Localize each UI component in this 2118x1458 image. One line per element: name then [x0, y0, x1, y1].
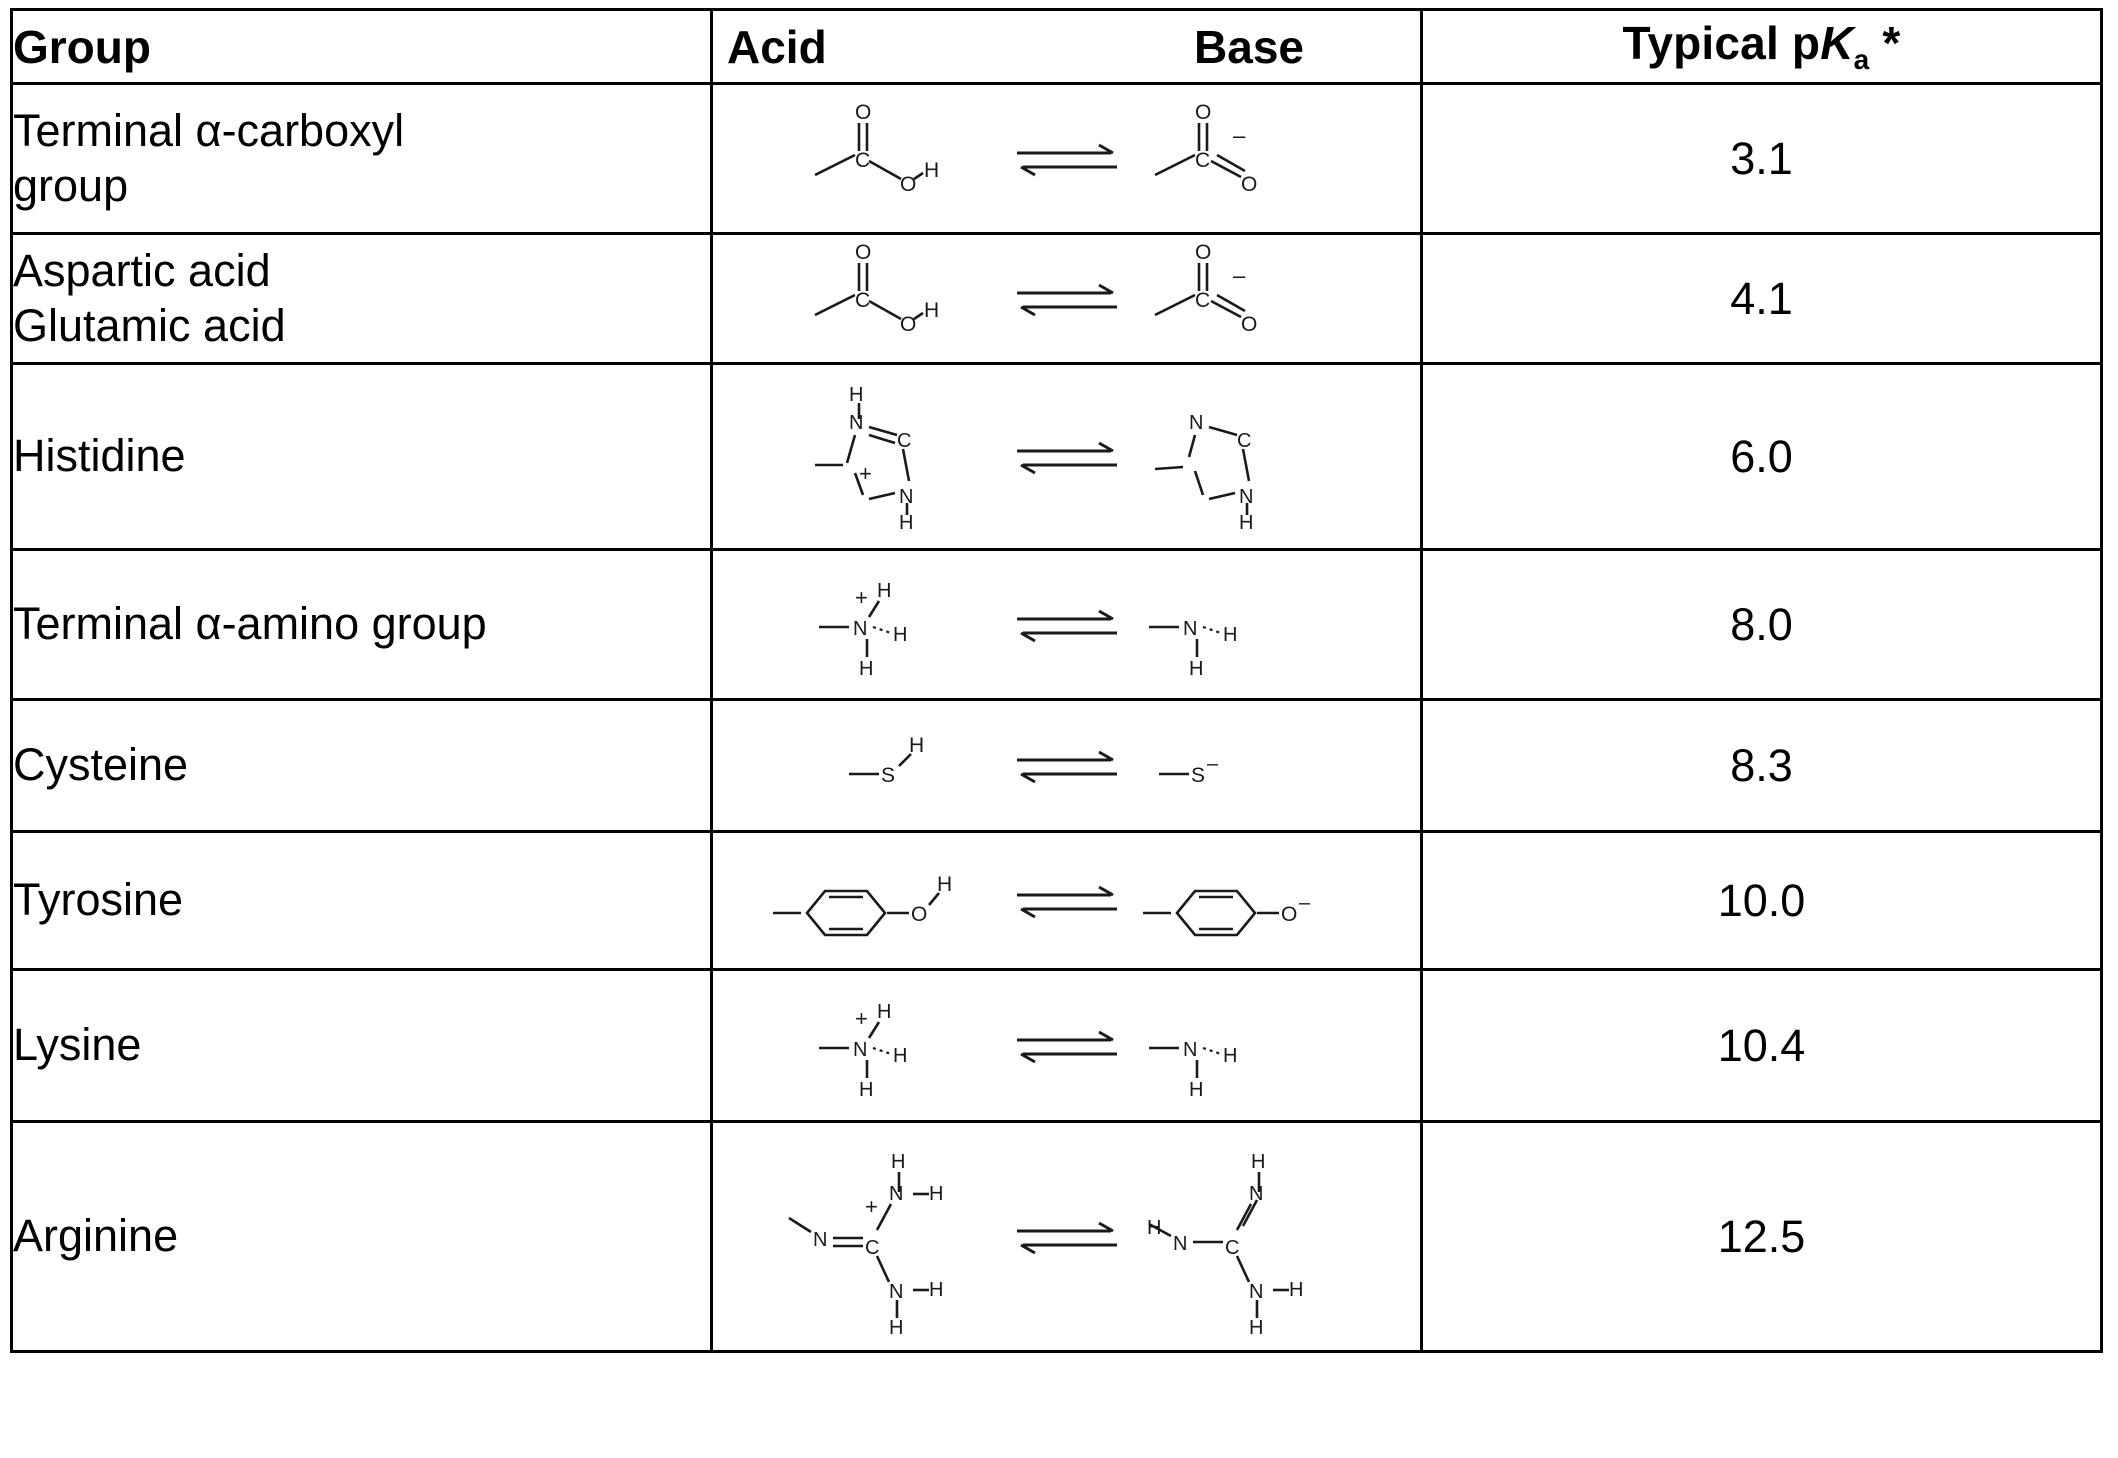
svg-text:N: N — [1248, 1182, 1263, 1205]
svg-text:N: N — [888, 1280, 903, 1303]
svg-text:H: H — [1188, 657, 1203, 680]
svg-text:H: H — [876, 1000, 891, 1023]
group-cell-cysteine — [12, 700, 712, 832]
table-header-row — [12, 10, 2102, 84]
group-label-line1: Histidine — [13, 430, 186, 482]
svg-text:H: H — [890, 1150, 905, 1173]
guanidine-structure-icon — [1137, 1132, 1357, 1342]
group-label-line1: Terminal α-carboxyl — [13, 104, 405, 156]
svg-text:+: + — [858, 460, 872, 486]
svg-text:H: H — [848, 383, 863, 406]
table-body — [12, 84, 2102, 1352]
svg-text:H: H — [892, 623, 907, 646]
column-header-base: Base — [1194, 20, 1304, 73]
carboxylic-acid-structure-icon — [797, 243, 997, 355]
svg-text:N: N — [812, 1228, 827, 1251]
structure-cell-thiol — [712, 700, 1422, 832]
group-label-line1: Terminal α-amino group — [13, 598, 487, 650]
svg-text:C: C — [1194, 288, 1210, 312]
pka-cell: 8.0 — [1422, 550, 2102, 700]
pka-header-prefix: Typical p — [1622, 17, 1821, 70]
svg-text:H: H — [908, 733, 924, 757]
equilibrium-arrows-icon — [1007, 1207, 1127, 1267]
structure-cell-carboxyl — [712, 84, 1422, 234]
svg-text:S: S — [1190, 763, 1205, 787]
svg-text:S: S — [880, 763, 895, 787]
svg-text:H: H — [1222, 1044, 1237, 1067]
table-row — [12, 550, 2102, 700]
svg-text:N: N — [852, 1038, 867, 1061]
svg-text:N: N — [898, 485, 913, 508]
table-row — [12, 970, 2102, 1122]
svg-text:H: H — [876, 579, 891, 602]
column-header-pka — [1422, 10, 2102, 84]
svg-text:C: C — [864, 1236, 879, 1259]
svg-text:O: O — [1194, 100, 1211, 124]
svg-text:O: O — [1194, 242, 1211, 264]
group-cell-aspartic-glutamic — [12, 234, 712, 364]
structure-cell-lysine-amino — [712, 970, 1422, 1122]
pka-cell: 12.5 — [1422, 1122, 2102, 1352]
table-header — [12, 10, 2102, 84]
svg-text:H: H — [928, 1278, 943, 1301]
equilibrium-arrows-icon — [1007, 871, 1127, 931]
svg-text:H: H — [923, 158, 939, 182]
svg-text:N: N — [888, 1182, 903, 1205]
carboxylate-anion-structure-icon — [1137, 99, 1337, 219]
svg-text:O: O — [1240, 172, 1257, 196]
svg-text:+: + — [864, 1193, 878, 1219]
svg-text:–: – — [1298, 891, 1310, 914]
table-row — [12, 832, 2102, 970]
svg-text:O: O — [899, 172, 916, 196]
svg-text:H: H — [888, 1316, 903, 1339]
svg-text:H: H — [892, 1044, 907, 1067]
svg-text:O: O — [854, 100, 871, 124]
svg-text:H: H — [923, 298, 939, 322]
svg-text:O: O — [854, 242, 871, 264]
amine-structure-icon — [1137, 986, 1327, 1106]
equilibrium-arrows-icon — [1007, 427, 1127, 487]
group-label-line2: Glutamic acid — [13, 299, 286, 351]
pka-cell: 10.0 — [1422, 832, 2102, 970]
column-header-acid: Acid — [727, 20, 827, 73]
equilibrium-arrows-icon — [1007, 736, 1127, 796]
svg-text:H: H — [858, 1078, 873, 1101]
svg-text:N: N — [1182, 617, 1197, 640]
group-cell-terminal-carboxyl — [12, 84, 712, 234]
structure-cell-amino — [712, 550, 1422, 700]
svg-text:H: H — [936, 872, 952, 896]
pka-header-italic-k: K — [1820, 17, 1854, 70]
svg-text:H: H — [898, 511, 913, 534]
group-label-line1: Tyrosine — [13, 874, 184, 926]
group-cell-tyrosine — [12, 832, 712, 970]
svg-text:O: O — [899, 312, 916, 336]
group-label-line1: Arginine — [13, 1210, 179, 1262]
svg-text:+: + — [854, 584, 868, 610]
equilibrium-arrows-icon — [1007, 1016, 1127, 1076]
svg-text:C: C — [1194, 148, 1210, 172]
svg-text:N: N — [1238, 485, 1253, 508]
svg-text:C: C — [1236, 429, 1251, 452]
thiol-structure-icon — [827, 726, 997, 806]
structure-cell-imidazole — [712, 364, 1422, 550]
imidazolium-structure-icon — [797, 377, 997, 537]
svg-text:–: – — [1232, 262, 1245, 288]
group-cell-lysine — [12, 970, 712, 1122]
equilibrium-arrows-icon — [1007, 129, 1127, 189]
amine-structure-icon — [1137, 565, 1327, 685]
svg-text:H: H — [858, 657, 873, 680]
guanidinium-structure-icon — [777, 1132, 997, 1342]
svg-text:N: N — [1248, 1280, 1263, 1303]
pka-cell: 10.4 — [1422, 970, 2102, 1122]
table-row — [12, 234, 2102, 364]
svg-text:O: O — [910, 902, 927, 926]
pka-header-suffix: * — [1869, 17, 1901, 70]
svg-text:C: C — [854, 288, 870, 312]
svg-text:N: N — [852, 617, 867, 640]
structure-cell-guanidinium — [712, 1122, 1422, 1352]
ammonium-structure-icon — [807, 565, 997, 685]
imidazole-structure-icon — [1137, 377, 1337, 537]
pka-cell: 6.0 — [1422, 364, 2102, 550]
group-cell-arginine — [12, 1122, 712, 1352]
group-label-line1: Cysteine — [13, 739, 189, 791]
equilibrium-arrows-icon — [1007, 269, 1127, 329]
svg-text:C: C — [896, 429, 911, 452]
carboxylic-acid-structure-icon — [797, 99, 997, 219]
svg-text:N: N — [1188, 411, 1203, 434]
pka-cell: 3.1 — [1422, 84, 2102, 234]
svg-text:H: H — [1146, 1216, 1161, 1239]
svg-text:O: O — [1240, 312, 1257, 336]
table-row — [12, 700, 2102, 832]
pka-table — [10, 8, 2103, 1353]
structure-cell-phenol — [712, 832, 1422, 970]
svg-text:C: C — [1224, 1236, 1239, 1259]
thiolate-structure-icon — [1137, 726, 1307, 806]
equilibrium-arrows-icon — [1007, 595, 1127, 655]
svg-text:N: N — [848, 411, 863, 434]
carboxylate-anion-structure-icon — [1137, 243, 1337, 355]
column-header-group: Group — [12, 10, 712, 84]
svg-text:H: H — [928, 1182, 943, 1205]
svg-text:H: H — [1188, 1078, 1203, 1101]
svg-text:N: N — [1182, 1038, 1197, 1061]
phenol-structure-icon — [767, 853, 997, 949]
column-header-acid-base — [712, 10, 1422, 84]
group-cell-histidine — [12, 364, 712, 550]
pka-cell: 8.3 — [1422, 700, 2102, 832]
svg-text:H: H — [1288, 1278, 1303, 1301]
svg-text:O: O — [1280, 902, 1297, 926]
group-label-line1: Lysine — [13, 1019, 142, 1071]
svg-text:N: N — [1172, 1232, 1187, 1255]
table-row — [12, 364, 2102, 550]
ammonium-structure-icon — [807, 986, 997, 1106]
group-label-line2: group — [13, 159, 129, 211]
pka-header-subscript-a: a — [1853, 44, 1870, 76]
svg-text:H: H — [1238, 511, 1253, 534]
svg-text:+: + — [854, 1005, 868, 1031]
structure-cell-carboxyl-sidechain — [712, 234, 1422, 364]
table-row — [12, 1122, 2102, 1352]
pka-cell: 4.1 — [1422, 234, 2102, 364]
table-row — [12, 84, 2102, 234]
svg-text:H: H — [1222, 623, 1237, 646]
svg-text:H: H — [1250, 1150, 1265, 1173]
group-label-line1: Aspartic acid — [13, 244, 271, 296]
svg-text:–: – — [1232, 122, 1245, 148]
phenolate-structure-icon — [1137, 853, 1367, 949]
svg-text:C: C — [854, 148, 870, 172]
svg-text:–: – — [1206, 752, 1218, 775]
group-cell-terminal-amino — [12, 550, 712, 700]
svg-text:H: H — [1248, 1316, 1263, 1339]
